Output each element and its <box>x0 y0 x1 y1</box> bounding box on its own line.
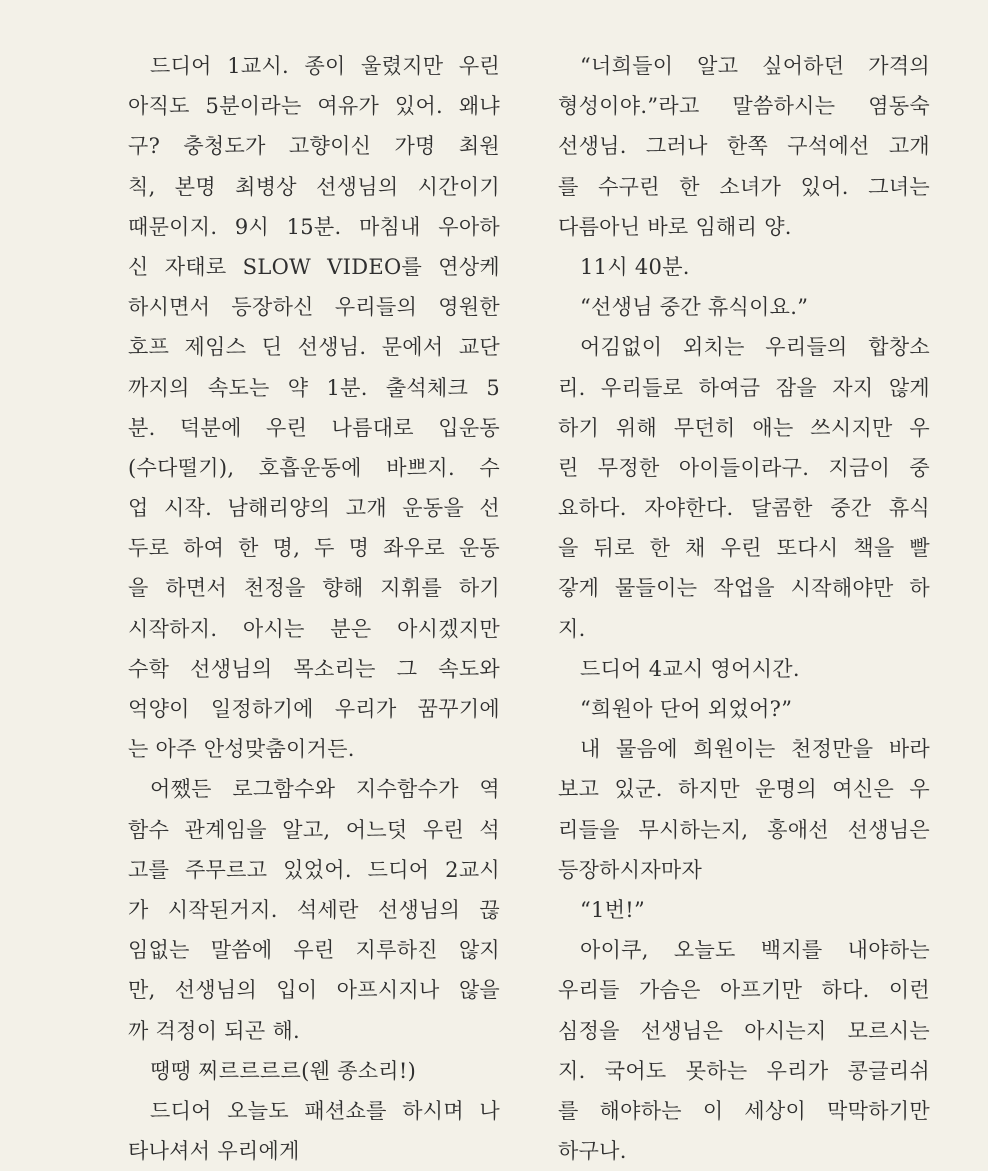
text-line: 아직도 5분이라는 여유가 있어. 왜냐 <box>128 94 500 119</box>
text-line: 타나셔서 우리에게 <box>128 1139 300 1164</box>
text-line: 함수 관계임을 알고, 어느덧 우린 석 <box>128 817 500 842</box>
text-line: “희원아 단어 외었어?” <box>580 697 793 721</box>
text-line: 아이쿠, 오늘도 백지를 내야하는 <box>580 938 930 963</box>
text-line: 린 무정한 아이들이라구. 지금이 중 <box>558 455 930 480</box>
text-line: “1번!” <box>580 897 646 922</box>
text-line: 가 시작된거지. 석세란 선생님의 끊 <box>128 897 500 922</box>
text-column-left <box>128 46 500 1171</box>
text-line: 어김없이 외치는 우리들의 합창소 <box>580 335 930 360</box>
text-line: 신 자태로 SLOW VIDEO를 연상케 <box>128 254 500 279</box>
text-line: 드디어 1교시. 종이 울렸지만 우린 <box>150 54 500 78</box>
text-line: 하구나. <box>558 1139 627 1164</box>
text-line: 선생님. 그러나 한쪽 구석에선 고개 <box>558 134 930 159</box>
text-line: 하기 위해 무던히 애는 쓰시지만 우 <box>558 415 930 440</box>
text-line: 수학 선생님의 목소리는 그 속도와 <box>128 656 500 681</box>
text-line: 요하다. 자야한다. 달콤한 중간 휴식 <box>558 496 930 521</box>
text-line: 까 걱정이 되곤 해. <box>128 1018 301 1043</box>
text-line: (수다떨기), 호흡운동에 바쁘지. 수 <box>128 455 500 480</box>
text-line: 리들을 무시하는지, 홍애선 선생님은 <box>558 817 930 842</box>
text-line: 을 뒤로 한 채 우린 또다시 책을 빨 <box>558 536 930 561</box>
text-line: 을 하면서 천정을 향해 지휘를 하기 <box>128 576 500 601</box>
text-line: 억양이 일정하기에 우리가 꿈꾸기에 <box>128 697 500 721</box>
text-line: 칙, 본명 최병상 선생님의 시간이기 <box>128 174 500 199</box>
text-line: 갛게 물들이는 작업을 시작해야만 하 <box>558 576 930 601</box>
text-line: 어쨌든 로그함수와 지수함수가 역 <box>150 777 500 802</box>
text-line: 11시 40분. <box>580 254 690 279</box>
text-line: “너희들이 알고 싶어하던 가격의 <box>580 54 930 78</box>
text-line: 를 수구린 한 소녀가 있어. 그녀는 <box>558 174 930 199</box>
text-line: 다름아닌 바로 임해리 양. <box>558 214 792 239</box>
text-line: 때문이지. 9시 15분. 마침내 우아하 <box>128 214 500 239</box>
text-line: 시작하지. 아시는 분은 아시겠지만 <box>128 616 500 641</box>
text-line: “선생님 중간 휴식이요.” <box>580 295 809 320</box>
text-line: 까지의 속도는 약 1분. 출석체크 5 <box>128 375 500 400</box>
text-line: 를 해야하는 이 세상이 막막하기만 <box>558 1098 930 1123</box>
text-line: 하시면서 등장하신 우리들의 영원한 <box>128 295 500 320</box>
text-line: 지. 국어도 못하는 우리가 콩글리쉬 <box>558 1058 930 1083</box>
text-line: 고를 주무르고 있었어. 드디어 2교시 <box>128 857 500 882</box>
text-line: 내 물음에 희원이는 천정만을 바라 <box>580 737 930 762</box>
text-line: 두로 하여 한 명, 두 명 좌우로 운동 <box>128 536 500 561</box>
text-line: 리. 우리들로 하여금 잠을 자지 않게 <box>558 375 930 400</box>
text-line: 보고 있군. 하지만 운명의 여신은 우 <box>558 777 930 802</box>
text-line: 우리들 가슴은 아프기만 하다. 이런 <box>558 978 930 1003</box>
text-line: 지. <box>558 616 586 641</box>
text-column-right <box>558 46 930 1171</box>
text-line: 드디어 오늘도 패션쇼를 하시며 나 <box>150 1098 500 1123</box>
text-line: 드디어 4교시 영어시간. <box>580 656 800 681</box>
text-line: 땡땡 찌르르르르(웬 종소리!) <box>150 1058 417 1083</box>
text-line: 분. 덕분에 우린 나름대로 입운동 <box>128 415 500 440</box>
text-line: 는 아주 안성맞춤이거든. <box>128 737 355 762</box>
text-line: 심정을 선생님은 아시는지 모르시는 <box>558 1018 930 1043</box>
text-line: 업 시작. 남해리양의 고개 운동을 선 <box>128 496 500 521</box>
text-line: 구? 충청도가 고향이신 가명 최원 <box>128 134 500 159</box>
text-line: 형성이야.”라고 말씀하시는 염동숙 <box>558 94 930 119</box>
text-line: 호프 제임스 딘 선생님. 문에서 교단 <box>128 335 500 360</box>
text-line: 만, 선생님의 입이 아프시지나 않을 <box>128 978 500 1003</box>
text-line: 등장하시자마자 <box>558 857 703 882</box>
text-line: 임없는 말씀에 우린 지루하진 않지 <box>128 938 500 963</box>
